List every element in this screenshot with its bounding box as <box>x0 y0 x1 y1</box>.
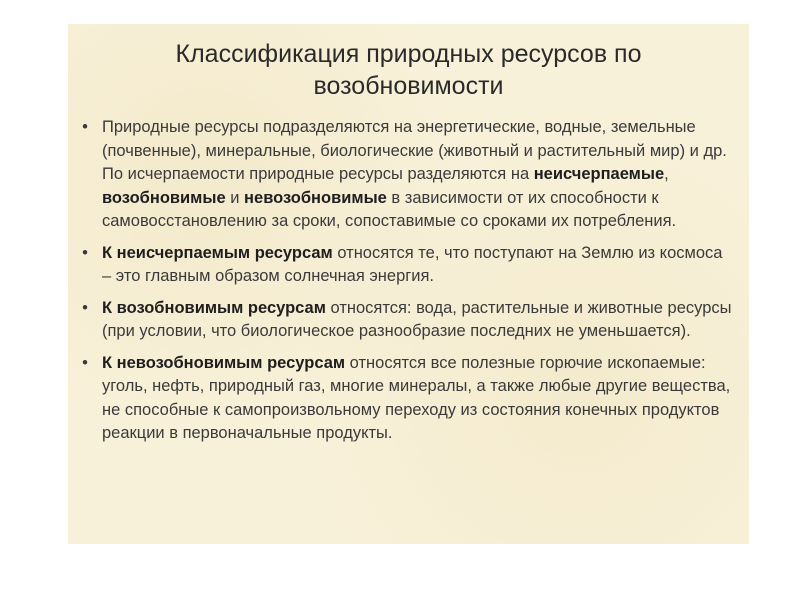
title-line-2: возобновимости <box>313 72 504 100</box>
term-inexhaustible: неисчерпаемые <box>533 165 665 183</box>
bullet-heading: К неисчерпаемым ресурсам <box>102 243 333 262</box>
bullet-icon: • <box>82 243 88 262</box>
bullet-text: в зависимости от их способности к самовосстановлению за сроки, сопоставимые со сроками их потребления. <box>102 188 677 230</box>
bullet-text: относятся все полезные горючие ископаемые: уголь, нефть, природный газ, многие минералы, а также любые другие вещества, не способные к самопроизвольному переходу из состояния конечных продуктов реакции в первоначальные продукты. <box>102 353 731 442</box>
title-line-1: Классификация природных ресурсов по <box>175 40 642 68</box>
bullet-heading: К невозобновимым ресурсам <box>102 353 346 372</box>
bullet-item-nonrenewable <box>76 352 736 446</box>
slide <box>68 24 749 544</box>
bullet-text: Природные ресурсы подразделяются на энергетические, водные, земельные (почвенные), минеральные, биологические (животный и растительный мир) и др. По исчерпаемости природные ресурсы разделяются на <box>102 118 727 183</box>
term-nonrenewable: невозобновимые <box>244 188 387 207</box>
slide-title <box>68 38 749 102</box>
bullet-item-inexhaustible <box>76 242 736 289</box>
term-renewable: возобновимые <box>102 188 226 207</box>
bullet-icon: • <box>82 353 88 372</box>
bullet-item-renewable <box>76 297 736 344</box>
bullet-text: относятся те, что поступают на Землю из космоса – это главным образом солнечная энергия. <box>102 243 723 285</box>
bullet-text: относятся: вода, растительные и животные ресурсы (при условии, что биологическое разнообразие последних не уменьшается). <box>102 298 732 340</box>
bullet-text: и <box>225 188 245 207</box>
bullet-list <box>76 116 736 454</box>
bullet-heading: К возобновимым ресурсам <box>102 298 326 317</box>
bullet-text: , <box>664 165 669 183</box>
bullet-icon: • <box>82 298 88 317</box>
bullet-item-classification <box>76 116 736 234</box>
bullet-icon: • <box>82 118 88 136</box>
